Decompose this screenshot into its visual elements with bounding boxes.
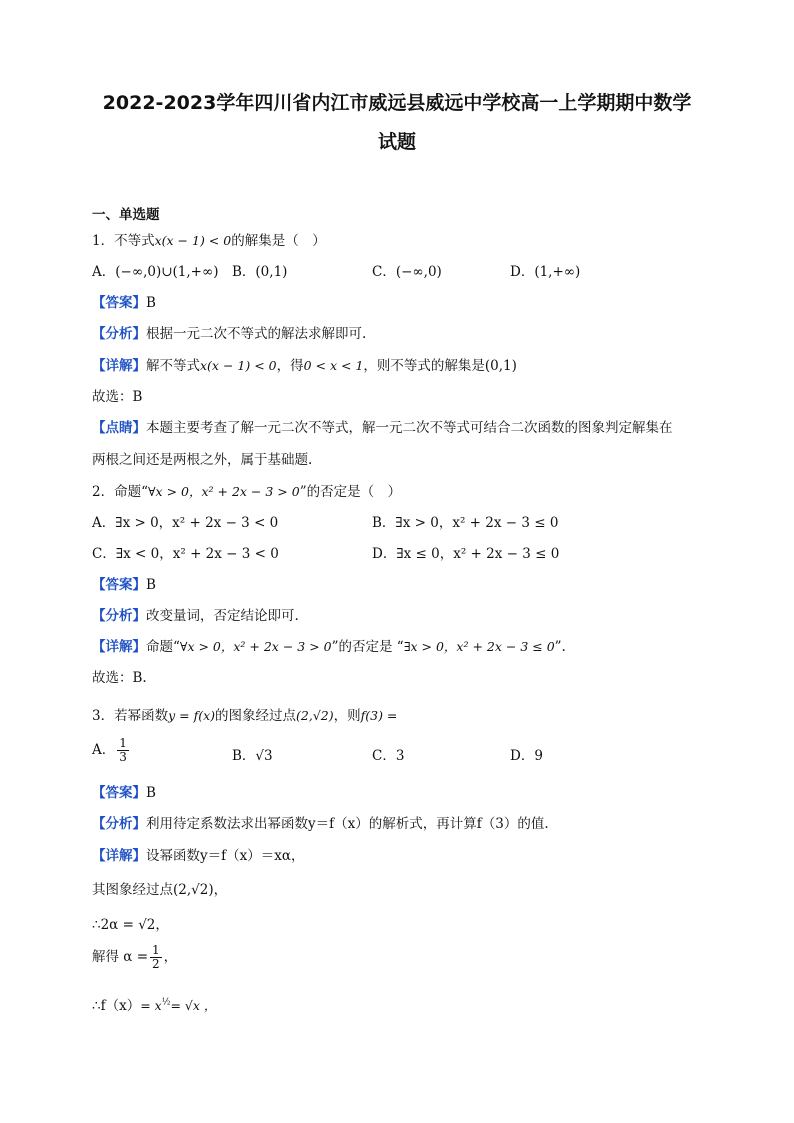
fraction-denominator: 3	[119, 750, 127, 764]
analysis-tag: 【分析】	[92, 608, 146, 624]
q3-step2: ∴2α = √2，	[92, 917, 169, 933]
q3-step4-pre: ∴f（x）	[92, 998, 141, 1014]
q1-detail-math1: x(x − 1) < 0	[200, 358, 277, 373]
q3-option-a	[92, 737, 131, 764]
q2-stem-math: ∀x > 0，x² + 2x − 3 > 0	[148, 484, 300, 499]
q2-option-b: B．∃x > 0，x² + 2x − 3 ≤ 0	[372, 515, 559, 531]
q1-detail-math2: 0 < x < 1	[303, 358, 364, 373]
q3-step4	[92, 994, 216, 1014]
detail-tag: 【详解】	[92, 358, 146, 374]
q2-stem-post: ”的否定是（ ）	[299, 484, 402, 500]
q2-analysis	[92, 604, 299, 624]
q1-option-d: D．(1,+∞)	[510, 264, 581, 280]
q2-detail-post: ”.	[554, 639, 566, 655]
q1-option-b: B．(0,1)	[232, 264, 288, 280]
q2-stem	[92, 480, 401, 500]
q1-comment-text1: 本题主要考查了解一元二次不等式，解一元二次不等式可结合二次函数的图象判定解集在	[146, 420, 673, 436]
q2-detail-math1: ∀x > 0，x² + 2x − 3 > 0	[179, 639, 332, 654]
detail-tag: 【详解】	[92, 639, 146, 655]
q1-detail	[92, 354, 517, 374]
q3-option-a-label: A．	[92, 742, 116, 758]
q2-answer-value: B	[146, 577, 156, 593]
q2-analysis-text: 改变量词，否定结论即可.	[146, 608, 299, 624]
q1-stem-post: 的解集是（ ）	[231, 233, 326, 249]
q3-stem-math: y = f(x)	[168, 708, 216, 723]
document-title-line1: 2022-2023学年四川省内江市威远县威远中学校高一上学期期中数学	[102, 92, 692, 114]
fraction-denominator: 2	[152, 957, 160, 971]
answer-tag: 【答案】	[92, 577, 146, 593]
answer-tag: 【答案】	[92, 785, 146, 801]
comment-tag: 【点睛】	[92, 420, 146, 436]
q3-step3-post: ，	[163, 949, 178, 965]
q2-detail-pre: 命题“	[146, 639, 180, 655]
q2-option-c: C．∃x < 0，x² + 2x − 3 < 0	[92, 546, 279, 562]
section-heading: 一、单选题	[92, 207, 160, 223]
q1-answer	[92, 291, 156, 311]
q1-analysis-text: 根据一元二次不等式的解法求解即可.	[146, 326, 367, 342]
q1-analysis	[92, 322, 366, 342]
q3-option-c: C．3	[372, 748, 405, 764]
q3-stem-mid: 的图象经过点	[215, 708, 297, 724]
q1-comment-line2: 两根之间还是两根之外，属于基础题.	[92, 452, 313, 468]
q3-stem-pre: 3．若幂函数	[92, 708, 169, 724]
q3-analysis-text: 利用待定系数法求出幂函数y＝f（x）的解析式，再计算f（3）的值.	[146, 816, 549, 832]
q3-detail	[92, 844, 304, 864]
q3-step4-post: = √x ，	[170, 998, 217, 1013]
q2-option-a: A．∃x > 0，x² + 2x − 3 < 0	[92, 515, 279, 531]
q3-answer-value: B	[146, 785, 156, 801]
q3-detail-text: 设幂函数y＝f（x）＝xα，	[146, 848, 305, 864]
q3-step3	[92, 944, 177, 971]
fraction-numerator: 1	[119, 736, 127, 750]
fraction-numerator: 1	[152, 943, 160, 957]
q3-answer	[92, 781, 156, 801]
q2-stem-pre: 2．命题“	[92, 484, 148, 500]
q2-detail	[92, 635, 566, 655]
q2-option-d: D．∃x ≤ 0，x² + 2x − 3 ≤ 0	[372, 546, 560, 562]
q3-stem-point: (2,√2)	[296, 708, 334, 723]
q3-analysis	[92, 812, 549, 832]
q3-option-b: B．√3	[232, 748, 273, 764]
q3-stem-post: ，则	[333, 708, 361, 724]
analysis-tag: 【分析】	[92, 816, 146, 832]
q2-answer	[92, 573, 156, 593]
q3-step3-fraction	[150, 944, 162, 971]
q3-step4-exponent: ½	[161, 997, 171, 1008]
analysis-tag: 【分析】	[92, 326, 146, 342]
q1-option-c: C．(−∞,0)	[372, 264, 442, 280]
q1-stem-math: x(x − 1) < 0	[154, 233, 232, 248]
q2-detail-math2: ∃x > 0，x² + 2x − 3 ≤ 0	[403, 639, 555, 654]
q1-comment-line1	[92, 416, 673, 436]
q1-choose: 故选：B	[92, 389, 143, 405]
q1-stem-pre: 1．不等式	[92, 233, 155, 249]
document-title-line2: 试题	[377, 131, 416, 153]
q3-stem-math2: f(3) =	[360, 708, 398, 723]
q3-stem	[92, 704, 397, 724]
q3-step3-pre: 解得 α =	[92, 949, 149, 965]
q3-step1: 其图象经过点(2,√2)，	[92, 882, 228, 898]
q1-detail-post: ，则不等式的解集是(0,1)	[363, 358, 517, 374]
q2-choose: 故选：B.	[92, 670, 147, 686]
q1-detail-mid: ，得	[276, 358, 304, 374]
q1-stem	[92, 229, 326, 249]
q3-step4-mid: = x	[140, 998, 162, 1013]
answer-tag: 【答案】	[92, 295, 146, 311]
detail-tag: 【详解】	[92, 848, 146, 864]
q1-option-a: A．(−∞,0)∪(1,+∞)	[92, 264, 219, 280]
q1-detail-pre: 解不等式	[146, 358, 200, 374]
q3-option-a-fraction	[117, 737, 129, 764]
q3-option-d: D．9	[510, 748, 543, 764]
q1-answer-value: B	[146, 295, 156, 311]
q2-detail-mid: ”的否定是 “	[331, 639, 404, 655]
